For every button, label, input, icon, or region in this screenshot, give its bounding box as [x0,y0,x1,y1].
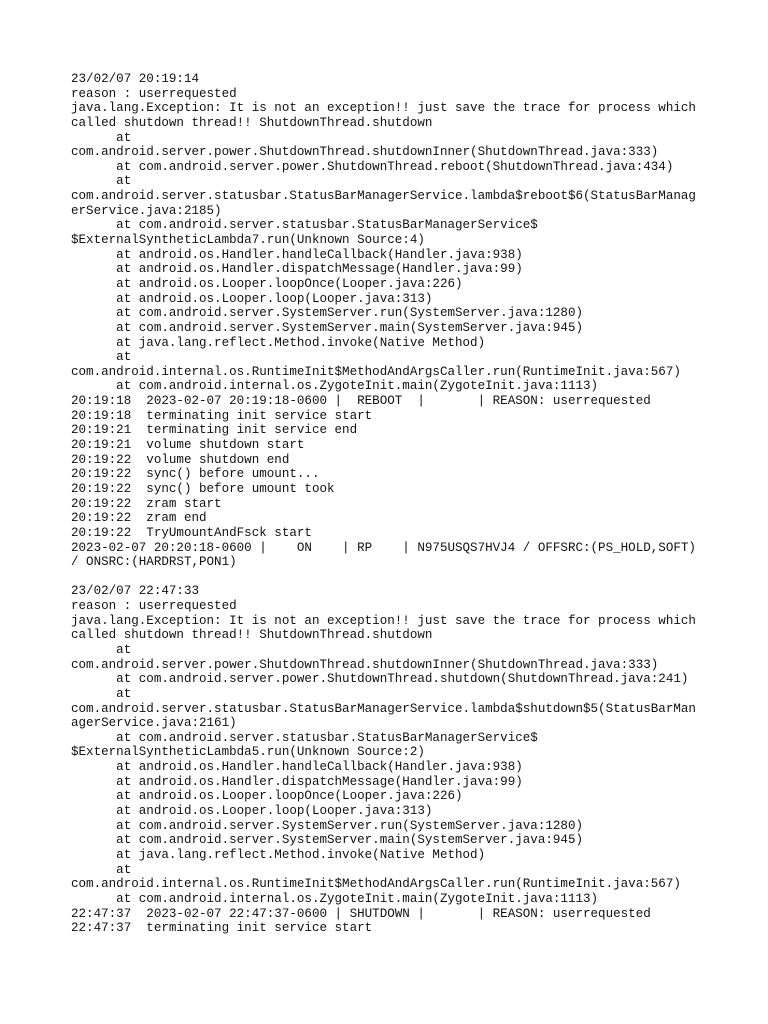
log-line: erService.java:2185) [71,203,222,218]
log-line: 20:19:22 TryUmountAndFsck start [71,525,312,540]
log-line: 23/02/07 22:47:33 [71,584,199,599]
log-line: com.android.internal.os.RuntimeInit$MethodAndArgsCaller.run(RuntimeInit.java:567) [71,877,681,892]
log-line: at [71,862,132,877]
blank-line [71,570,711,585]
log-line: at [71,130,132,145]
log-line: at com.android.server.SystemServer.main(SystemServer.java:945) [71,833,583,848]
log-line: com.android.server.statusbar.StatusBarManagerService.lambda$shutdown$5(StatusBarMan [71,701,696,716]
log-line: at android.os.Looper.loop(Looper.java:313) [71,804,433,819]
log-line: at android.os.Looper.loopOnce(Looper.java:226) [71,789,463,804]
log-line: at [71,174,132,189]
log-line: at com.android.server.SystemServer.run(SystemServer.java:1280) [71,306,583,321]
log-line: com.android.server.power.ShutdownThread.shutdownInner(ShutdownThread.java:333) [71,145,659,160]
log-line: at android.os.Handler.dispatchMessage(Handler.java:99) [71,262,523,277]
log-line: at com.android.server.power.ShutdownThread.reboot(ShutdownThread.java:434) [71,159,674,174]
log-line: at com.android.internal.os.ZygoteInit.main(ZygoteInit.java:1113) [71,891,599,906]
log-line: at com.android.server.SystemServer.run(SystemServer.java:1280) [71,818,583,833]
log-line: at java.lang.reflect.Method.invoke(Native Method) [71,335,486,350]
log-line: 20:19:22 zram start [71,496,222,511]
log-line: called shutdown thread!! ShutdownThread.shutdown [71,628,433,643]
log-line: at com.android.internal.os.ZygoteInit.main(ZygoteInit.java:1113) [71,379,599,394]
log-line: 2023-02-07 20:20:18-0600 | ON | RP | N975USQS7HVJ4 / OFFSRC:(PS_HOLD,SOFT) [71,540,696,555]
log-line: called shutdown thread!! ShutdownThread.shutdown [71,115,433,130]
log-line: at android.os.Handler.handleCallback(Handler.java:938) [71,247,523,262]
log-line: com.android.server.power.ShutdownThread.shutdownInner(ShutdownThread.java:333) [71,657,659,672]
log-line: $ExternalSyntheticLambda7.run(Unknown Source:4) [71,233,425,248]
log-line: at android.os.Looper.loopOnce(Looper.java:226) [71,276,463,291]
log-line: 20:19:18 2023-02-07 20:19:18-0600 | REBOOT | | REASON: userrequested [71,394,651,409]
log-line: 20:19:21 terminating init service end [71,423,358,438]
log-line: at [71,350,132,365]
log-line: at com.android.server.SystemServer.main(SystemServer.java:945) [71,320,583,335]
log-line: reason : userrequested [71,86,237,101]
log-line: 20:19:22 sync() before umount... [71,467,320,482]
log-line: at com.android.server.statusbar.StatusBarManagerService$ [71,730,538,745]
log-line: 22:47:37 2023-02-07 22:47:37-0600 | SHUTDOWN | | REASON: userrequested [71,906,651,921]
log-line: at android.os.Handler.handleCallback(Handler.java:938) [71,760,523,775]
log-line: at [71,642,132,657]
log-line: agerService.java:2161) [71,716,237,731]
log-line: 20:19:22 volume shutdown end [71,452,290,467]
log-line: $ExternalSyntheticLambda5.run(Unknown Source:2) [71,745,425,760]
log-line: 22:47:37 terminating init service start [71,921,373,936]
log-line: java.lang.Exception: It is not an exception!! just save the trace for process which [71,613,696,628]
log-line: 20:19:22 sync() before umount took [71,481,335,496]
log-line: 20:19:22 zram end [71,511,207,526]
log-line: com.android.internal.os.RuntimeInit$MethodAndArgsCaller.run(RuntimeInit.java:567) [71,364,681,379]
log-line: com.android.server.statusbar.StatusBarManagerService.lambda$reboot$6(StatusBarManag [71,189,696,204]
log-line: 23/02/07 20:19:14 [71,72,199,86]
log-document [71,72,711,936]
log-line: / ONSRC:(HARDRST,PON1) [71,555,237,570]
log-line: reason : userrequested [71,599,237,614]
log-line: at com.android.server.statusbar.StatusBarManagerService$ [71,218,538,233]
log-line: at java.lang.reflect.Method.invoke(Native Method) [71,847,486,862]
log-line: at [71,686,132,701]
log-line: 20:19:18 terminating init service start [71,408,373,423]
log-line: 20:19:21 volume shutdown start [71,438,305,453]
log-line: at android.os.Looper.loop(Looper.java:313) [71,291,433,306]
log-line: at android.os.Handler.dispatchMessage(Handler.java:99) [71,774,523,789]
log-line: java.lang.Exception: It is not an exception!! just save the trace for process which [71,101,696,116]
log-line: at com.android.server.power.ShutdownThread.shutdown(ShutdownThread.java:241) [71,672,689,687]
